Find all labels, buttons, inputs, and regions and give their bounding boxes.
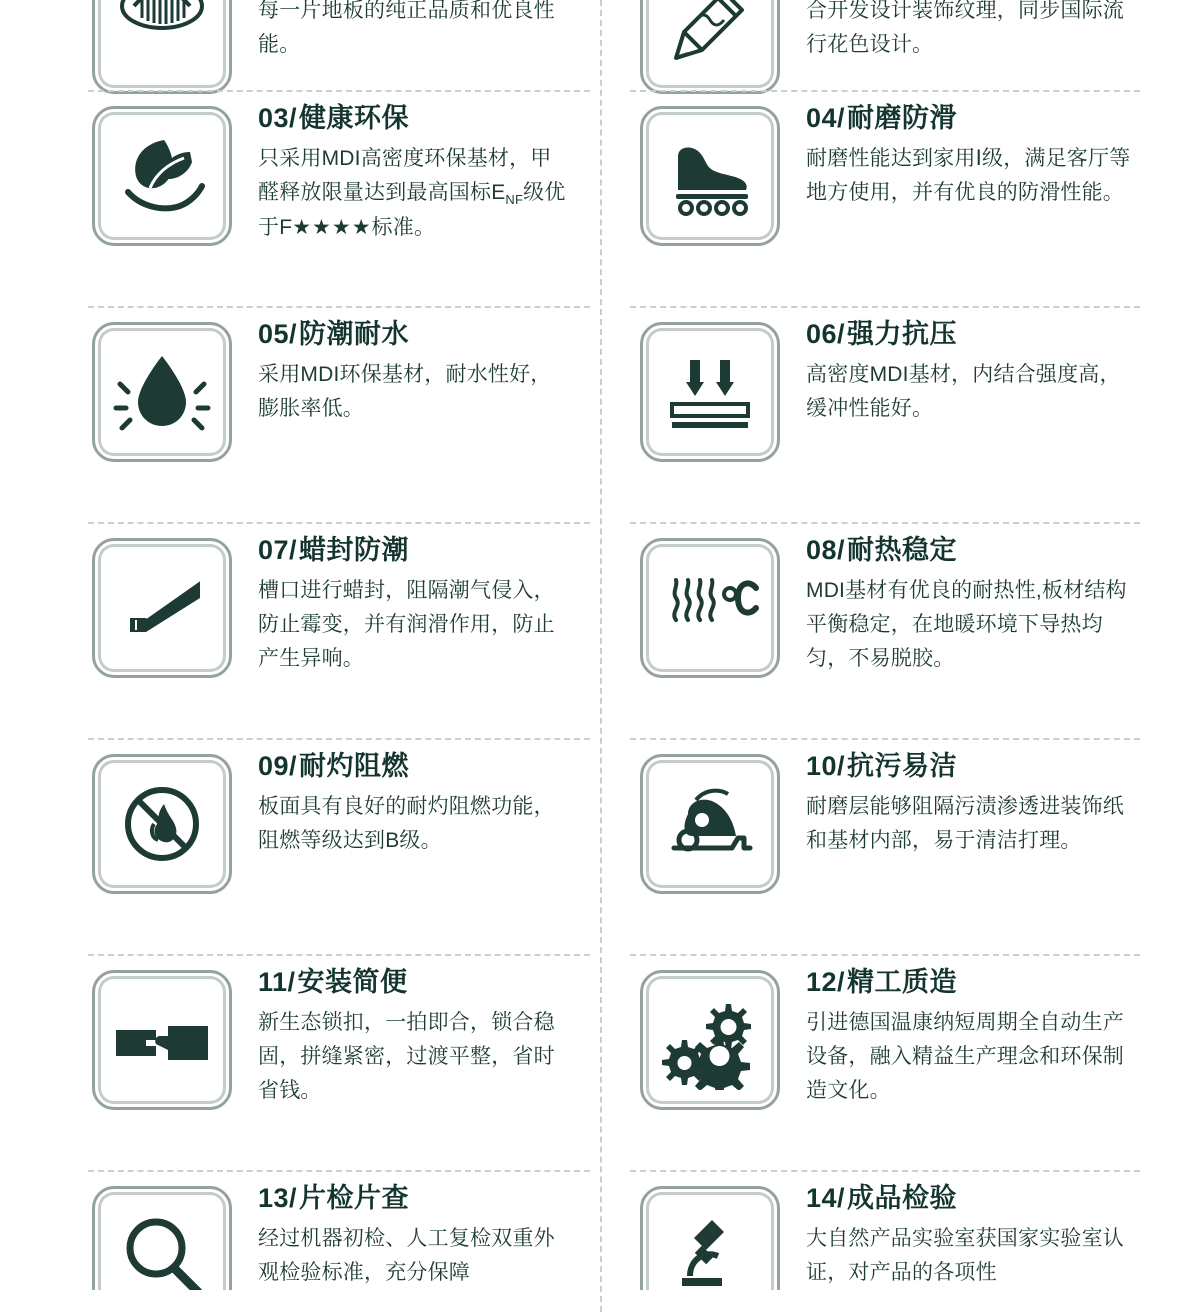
feature-name-13: 片检片查 [299,1183,410,1213]
feature-row-6 [0,1172,1200,1290]
compression-arrows-icon [640,322,780,462]
feature-cell-11 [0,956,600,1172]
feature-desc-10: 耐磨层能够阻隔污渍渗透进装饰纸和基材内部，易于清洁打理。 [806,795,1124,853]
feature-row-5 [0,956,1200,1172]
feature-num-12: 12/ [806,967,846,997]
feature-text-13 [258,1172,572,1290]
feature-desc-04: 耐磨性能达到家用Ⅰ级，满足客厅等地方使用，并有优良的防滑性能。 [806,147,1131,205]
feature-text-04 [806,92,1136,210]
feature-num-04: 04/ [806,103,846,133]
feature-text-03 [258,92,572,245]
feature-name-09: 耐灼阻燃 [299,751,410,781]
feature-title-10 [806,750,1136,782]
feature-text-11 [258,956,572,1108]
feature-name-08: 耐热稳定 [847,535,958,565]
feature-title-03 [258,102,572,134]
feature-num-14: 14/ [806,1183,846,1213]
feature-num-10: 10/ [806,751,846,781]
feature-cell-06 [600,308,1200,524]
feature-title-14 [806,1182,1136,1214]
roller-skate-icon [640,106,780,246]
feature-num-11: 11/ [258,967,296,997]
feature-name-06: 强力抗压 [847,319,958,349]
feature-num-05: 05/ [258,319,298,349]
feature-text-06 [806,308,1136,426]
feature-row-2 [0,308,1200,524]
feature-name-10: 抗污易洁 [847,751,958,781]
feature-name-05: 防潮耐水 [299,319,410,349]
feature-num-03: 03/ [258,103,298,133]
feature-text-07 [258,524,572,676]
feature-row-4 [0,740,1200,956]
feature-num-07: 07/ [258,535,298,565]
feature-desc-13: 经过机器初检、人工复检双重外观检验标准，充分保障 [258,1227,555,1285]
feature-cell-12 [600,956,1200,1172]
quality-inspection-icon [92,0,232,94]
feature-cell-14 [600,1172,1200,1290]
vacuum-cleaner-icon [640,754,780,894]
magnifier-icon [92,1186,232,1290]
gears-icon [640,970,780,1110]
feature-num-13: 13/ [258,1183,298,1213]
feature-num-06: 06/ [806,319,846,349]
feature-title-12 [806,966,1136,998]
feature-title-06 [806,318,1136,350]
no-fire-icon [92,754,232,894]
feature-desc-14: 大自然产品实验室获国家实验室认证，对产品的各项性 [806,1227,1124,1285]
feature-title-13 [258,1182,572,1214]
feature-desc-02: 合开发设计装饰纹理，同步国际流行花色设计。 [806,0,1124,57]
feature-name-03: 健康环保 [299,103,410,133]
feature-cell-10 [600,740,1200,956]
feature-name-14: 成品检验 [847,1183,958,1213]
feature-desc-05: 采用MDI环保基材，耐水性好，膨胀率低。 [258,363,552,421]
feature-text-09 [258,740,572,858]
feature-text-10 [806,740,1136,858]
water-drop-icon [92,322,232,462]
feature-name-07: 蜡封防潮 [299,535,410,565]
feature-title-07 [258,534,572,566]
feature-name-12: 精工质造 [847,967,958,997]
feature-text-12 [806,956,1136,1108]
feature-cell-03 [0,92,600,308]
feature-cell-01 [0,0,600,92]
feature-desc-09: 板面具有良好的耐灼阻燃功能，阻燃等级达到B级。 [258,795,555,853]
feature-text-02 [806,0,1136,62]
heat-celsius-icon [640,538,780,678]
feature-text-01 [258,0,572,62]
feature-text-05 [258,308,572,426]
feature-name-11: 安装简便 [297,967,408,997]
feature-text-08 [806,524,1136,676]
feature-desc-12: 引进德国温康纳短周期全自动生产设备，融入精益生产理念和环保制造文化。 [806,1011,1124,1103]
feature-name-04: 耐磨防滑 [847,103,958,133]
feature-text-14 [806,1172,1136,1290]
feature-desc-11: 新生态锁扣，一拍即合，锁合稳固，拼缝紧密，过渡平整，省时省钱。 [258,1011,555,1103]
feature-row-0 [0,0,1200,92]
feature-cell-07 [0,524,600,740]
feature-row-1 [0,92,1200,308]
feature-title-08 [806,534,1136,566]
feature-cell-09 [0,740,600,956]
feature-num-09: 09/ [258,751,298,781]
feature-desc-08: MDI基材有优良的耐热性,板材结构平衡稳定，在地暖环境下导热均匀，不易脱胶。 [806,579,1127,671]
feature-cell-13 [0,1172,600,1290]
feature-title-04 [806,102,1136,134]
feature-row-3 [0,524,1200,740]
feature-cell-02 [600,0,1200,92]
feature-desc-06: 高密度MDI基材，内结合强度高，缓冲性能好。 [806,363,1121,421]
feature-desc-03: 只采用MDI高密度环保基材，甲醛释放限量达到最高国标$E_{NF}$级优于F★★★★标准。 [258,147,566,239]
feature-title-11 [258,966,572,998]
feature-desc-07: 槽口进行蜡封，阻隔潮气侵入，防止霉变，并有润滑作用，防止产生异响。 [258,579,555,671]
feature-desc-01: 每一片地板的纯正品质和优良性能。 [258,0,555,57]
click-lock-icon [92,970,232,1110]
feature-title-05 [258,318,572,350]
feature-title-09 [258,750,572,782]
feature-cell-04 [600,92,1200,308]
pen-design-icon [640,0,780,94]
leaf-hand-icon [92,106,232,246]
feature-cell-08 [600,524,1200,740]
feature-cell-05 [0,308,600,524]
microscope-icon [640,1186,780,1290]
plank-wax-icon [92,538,232,678]
feature-num-08: 08/ [806,535,846,565]
